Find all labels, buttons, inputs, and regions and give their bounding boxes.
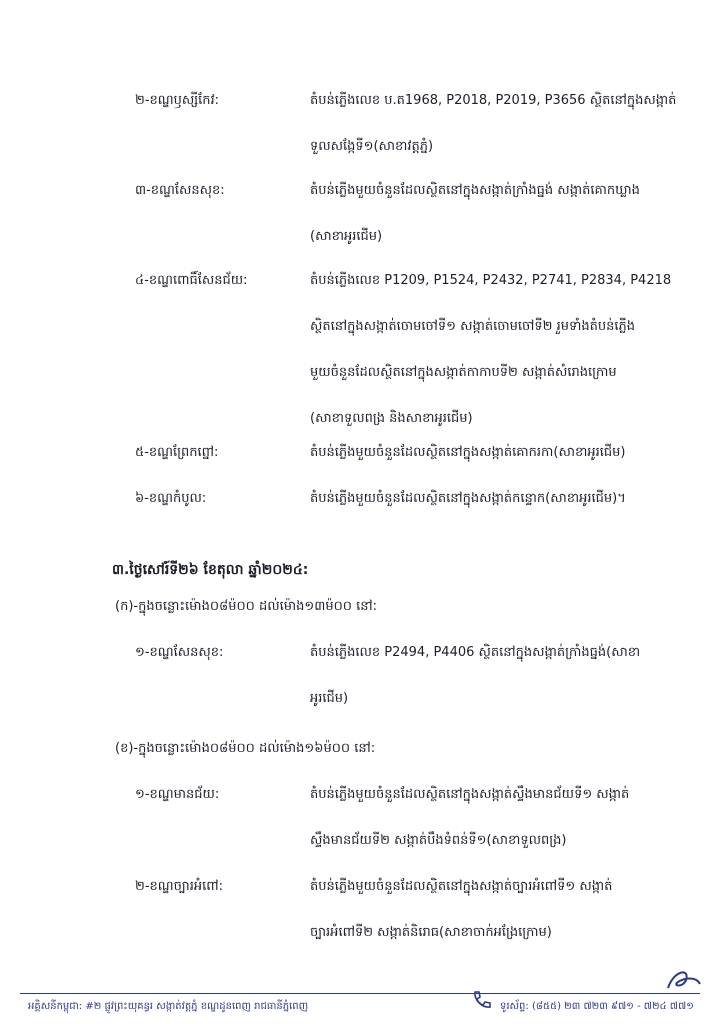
item-label: ២-ខណ្ឌឫស្សីកែវ: xyxy=(135,93,220,108)
item-description xyxy=(310,430,670,476)
phone-icon xyxy=(470,989,492,1011)
description-line: អូរជើម) xyxy=(310,691,349,706)
item-description xyxy=(310,630,670,722)
item-description xyxy=(310,476,670,522)
item-description xyxy=(310,772,670,864)
footer-phone: ទូរស័ព្ទ: (៨៥៥) ២៣ ៧២៣ ៩៧១ - ៧២៤ ៧៧១ xyxy=(500,1001,694,1012)
description-line: តំបន់ភ្លើងលេខ ប.ត1968, P2018, P2019, P3656 ស្ថិតនៅក្នុងសង្កាត់ xyxy=(310,93,677,108)
item-label: ២-ខណ្ឌច្បារអំពៅ: xyxy=(135,879,223,894)
description-line: (សាខាទួលពង្រ និងសាខាអូរជើម) xyxy=(310,411,473,426)
description-line: តំបន់ភ្លើងមួយចំនួនដែលស្ថិតនៅក្នុងសង្កាត់ក្រាំងធ្នង់ សង្កាត់គោកឃ្លាង xyxy=(310,183,640,198)
description-line: តំបន់ភ្លើងមួយចំនួនដែលស្ថិតនៅក្នុងសង្កាត់កន្ទោក(សាខាអូរជើម)។ xyxy=(310,491,626,506)
section3-sub-b: (ខ)-ក្នុងចន្លោះម៉ោង០៨ម៉០០ ដល់ម៉ោង១៦ម៉០០ នៅ: xyxy=(115,741,376,756)
item-description xyxy=(310,168,670,260)
description-line: ស្ថិតនៅក្នុងសង្កាត់ចោមចៅទី១ សង្កាត់ចោមចៅទី២ រួមទាំងតំបន់ភ្លើង xyxy=(310,319,636,334)
description-line: តំបន់ភ្លើងលេខ P1209, P1524, P2432, P2741, P2834, P4218 xyxy=(310,273,672,288)
item-description xyxy=(310,864,670,956)
item-description xyxy=(310,78,677,170)
footer-address: អគ្គិសនីកម្ពុជា: #២ ផ្លូវព្រះយុគន្ធរ សង្កាត់វត្តភ្នំ ខណ្ឌដូនពេញ រាជធានីភ្នំពេញ xyxy=(28,1001,309,1012)
section3-sub-a: (ក)-ក្នុងចន្លោះម៉ោង០៨ម៉០០ ដល់ម៉ោង១៣ម៉០០ នៅ: xyxy=(115,599,378,614)
item-label: ១-ខណ្ឌសែនសុខ: xyxy=(135,645,224,660)
description-line: តំបន់ភ្លើងមួយចំនួនដែលស្ថិតនៅក្នុងសង្កាត់ច្បារអំពៅទី១ សង្កាត់ xyxy=(310,879,613,894)
description-line: ស្ទឹងមានជ័យទី២ សង្កាត់បឹងទំពន់ទី១(សាខាទួលពង្រ) xyxy=(310,833,567,848)
item-label: ៤-ខណ្ឌពោធិ៍សែនជ័យ: xyxy=(135,273,248,288)
description-line: ច្បារអំពៅទី២ សង្កាត់និរោធ(សាខាចាក់អង្រែក្រោម) xyxy=(310,925,552,940)
item-label: ៦-ខណ្ឌកំបូល: xyxy=(135,491,207,506)
description-line: ទួលសង្កែទី១(សាខាវត្តភ្នំ) xyxy=(310,139,434,154)
description-line: តំបន់ភ្លើងលេខ P2494, P4406 ស្ថិតនៅក្នុងសង្កាត់ក្រាំងធ្នង់(សាខា xyxy=(310,645,641,660)
description-line: (សាខាអូរជើម) xyxy=(310,229,383,244)
item-label: ១-ខណ្ឌមានជ័យ: xyxy=(135,787,220,802)
footer-divider xyxy=(20,993,700,994)
item-label: ៣-ខណ្ឌសែនសុខ: xyxy=(135,183,225,198)
description-line: មួយចំនួនដែលស្ថិតនៅក្នុងសង្កាត់កាកាបទី២ សង្កាត់សំរោងក្រោម xyxy=(310,365,617,380)
description-line: តំបន់ភ្លើងមួយចំនួនដែលស្ថិតនៅក្នុងសង្កាត់ស្ទឹងមានជ័យទី១ សង្កាត់ xyxy=(310,787,630,802)
item-description xyxy=(310,258,670,442)
section3-heading: ៣.ថ្ងៃសៅរ៍ទី២៦ ខែតុលា ឆ្នាំ២០២៤: xyxy=(112,562,309,578)
description-line: តំបន់ភ្លើងមួយចំនួនដែលស្ថិតនៅក្នុងសង្កាត់គោករកា(សាខាអូរជើម) xyxy=(310,445,626,460)
signature-mark xyxy=(660,966,704,996)
item-label: ៥-ខណ្ឌព្រែកព្នៅ: xyxy=(135,445,219,460)
